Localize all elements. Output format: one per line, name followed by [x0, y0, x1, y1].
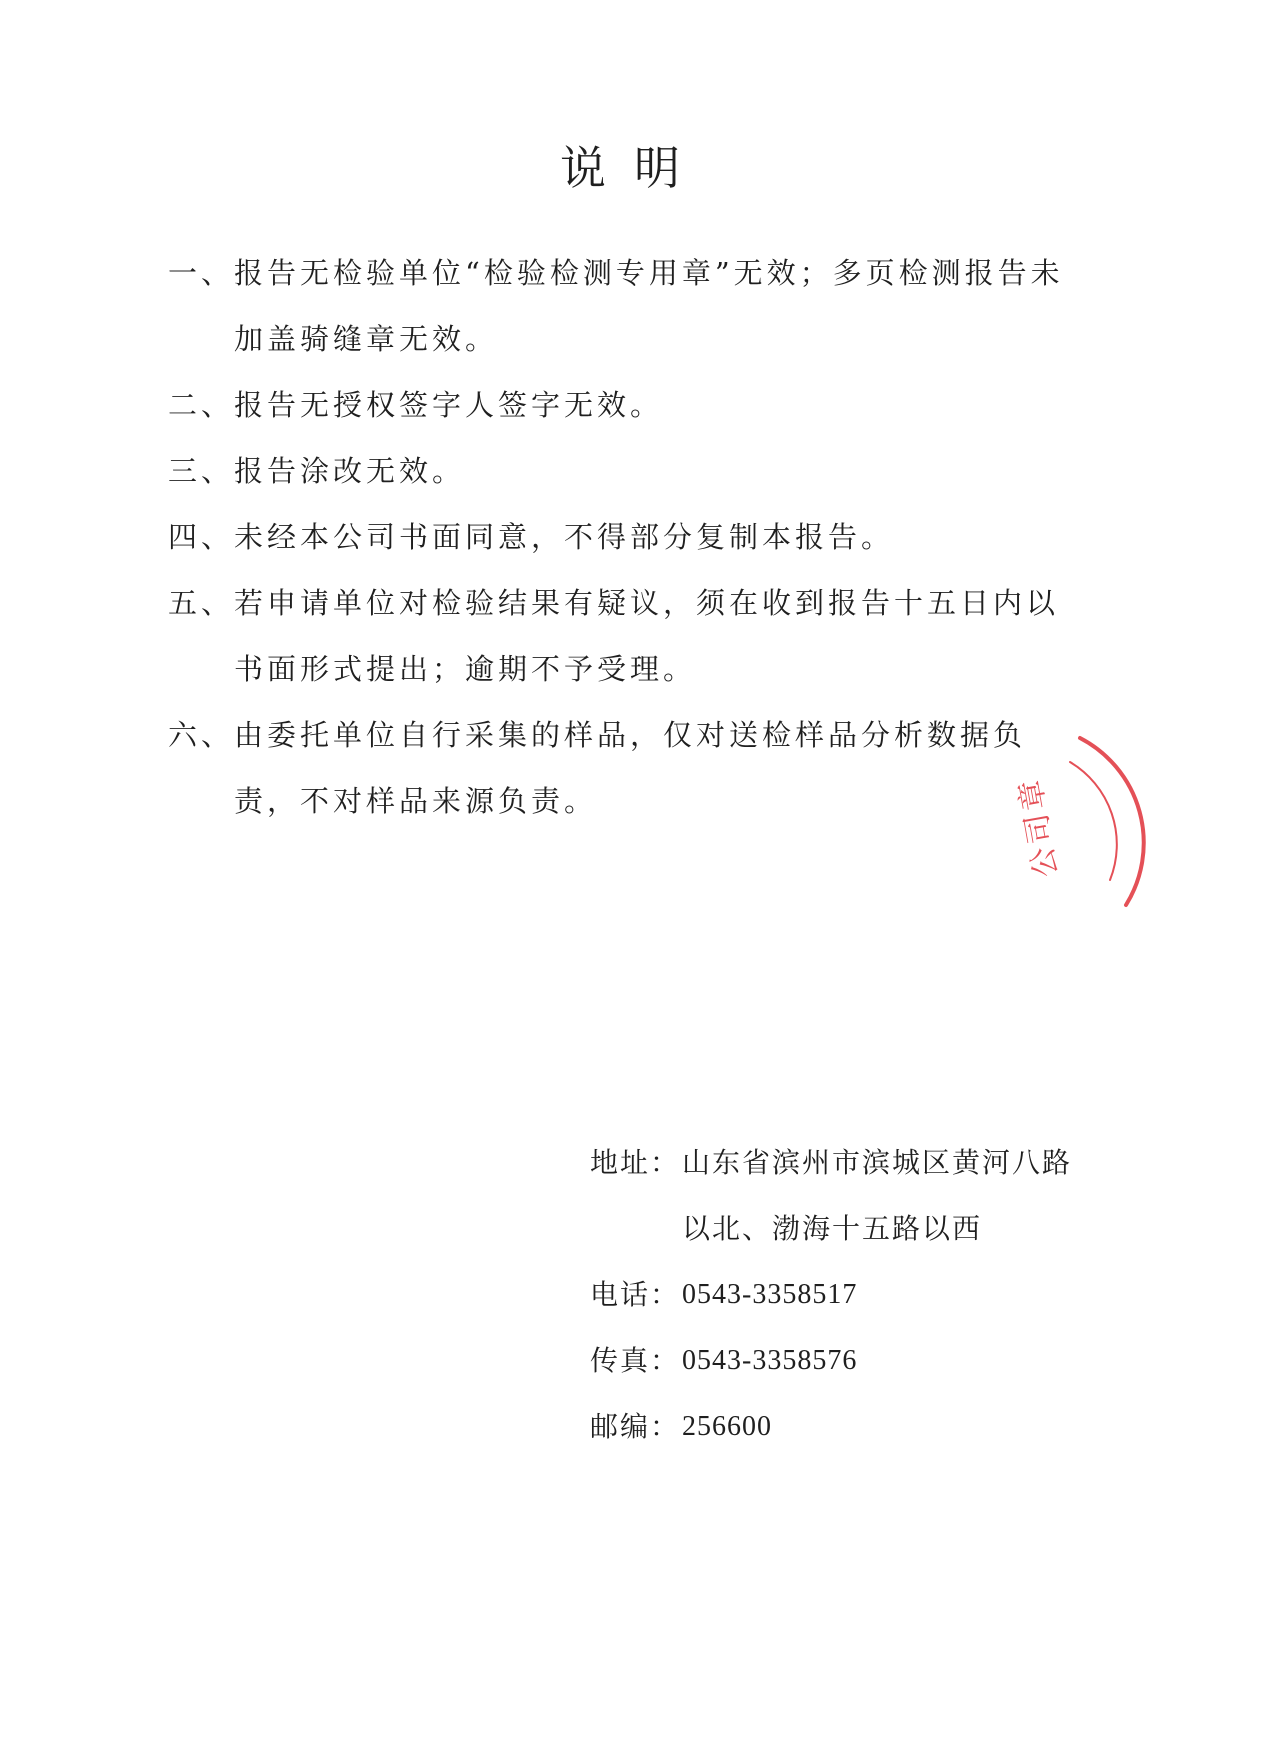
- postcode-label: 邮编：: [590, 1410, 681, 1443]
- clause-1: [168, 240, 1068, 372]
- fax-number: 0543-3358576: [682, 1345, 858, 1376]
- fax-label: 传真：: [590, 1344, 681, 1377]
- clause-text: 报告涂改无效。: [234, 454, 466, 488]
- clause-text: 若申请单位对检验结果有疑议，须在收到报告十五日内以书面形式提出；逾期不予受理。: [234, 586, 1060, 686]
- clause-5: [168, 570, 1068, 702]
- clause-6: [168, 702, 1068, 834]
- clause-text: 未经本公司书面同意，不得部分复制本报告。: [234, 520, 895, 554]
- phone-number: 0543-3358517: [682, 1279, 858, 1310]
- contact-block: [590, 1130, 1090, 1460]
- address-row: [590, 1130, 1090, 1196]
- clause-number: 五、: [168, 586, 235, 620]
- address-line-1: 山东省滨州市滨城区黄河八路: [682, 1146, 1073, 1179]
- clause-number: 四、: [168, 520, 235, 554]
- svg-text:公司章: 公司章: [1012, 773, 1065, 880]
- phone-row: [590, 1262, 1090, 1328]
- clause-number: 二、: [168, 388, 235, 422]
- clause-4: [168, 504, 1068, 570]
- address-row-continued: [590, 1196, 1090, 1262]
- company-seal-stamp: [1012, 700, 1280, 940]
- address-label: 地址：: [590, 1146, 681, 1179]
- page-title: 说明: [560, 141, 708, 195]
- clause-number: 一、: [168, 256, 235, 290]
- phone-label: 电话：: [590, 1278, 681, 1311]
- clause-3: [168, 438, 1068, 504]
- address-line-2: 以北、渤海十五路以西: [682, 1212, 983, 1245]
- clause-text: 报告无授权签字人签字无效。: [234, 388, 664, 422]
- postcode-value: 256600: [682, 1411, 772, 1442]
- postcode-row: [590, 1394, 1090, 1460]
- clause-text: 报告无检验单位“检验检测专用章”无效；多页检测报告未加盖骑缝章无效。: [234, 256, 1064, 356]
- clause-text: 由委托单位自行采集的样品，仅对送检样品分析数据负责，不对样品来源负责。: [234, 718, 1027, 818]
- clause-2: [168, 372, 1068, 438]
- clause-list: [168, 240, 1068, 834]
- clause-number: 六、: [168, 718, 235, 752]
- clause-number: 三、: [168, 454, 235, 488]
- fax-row: [590, 1328, 1090, 1394]
